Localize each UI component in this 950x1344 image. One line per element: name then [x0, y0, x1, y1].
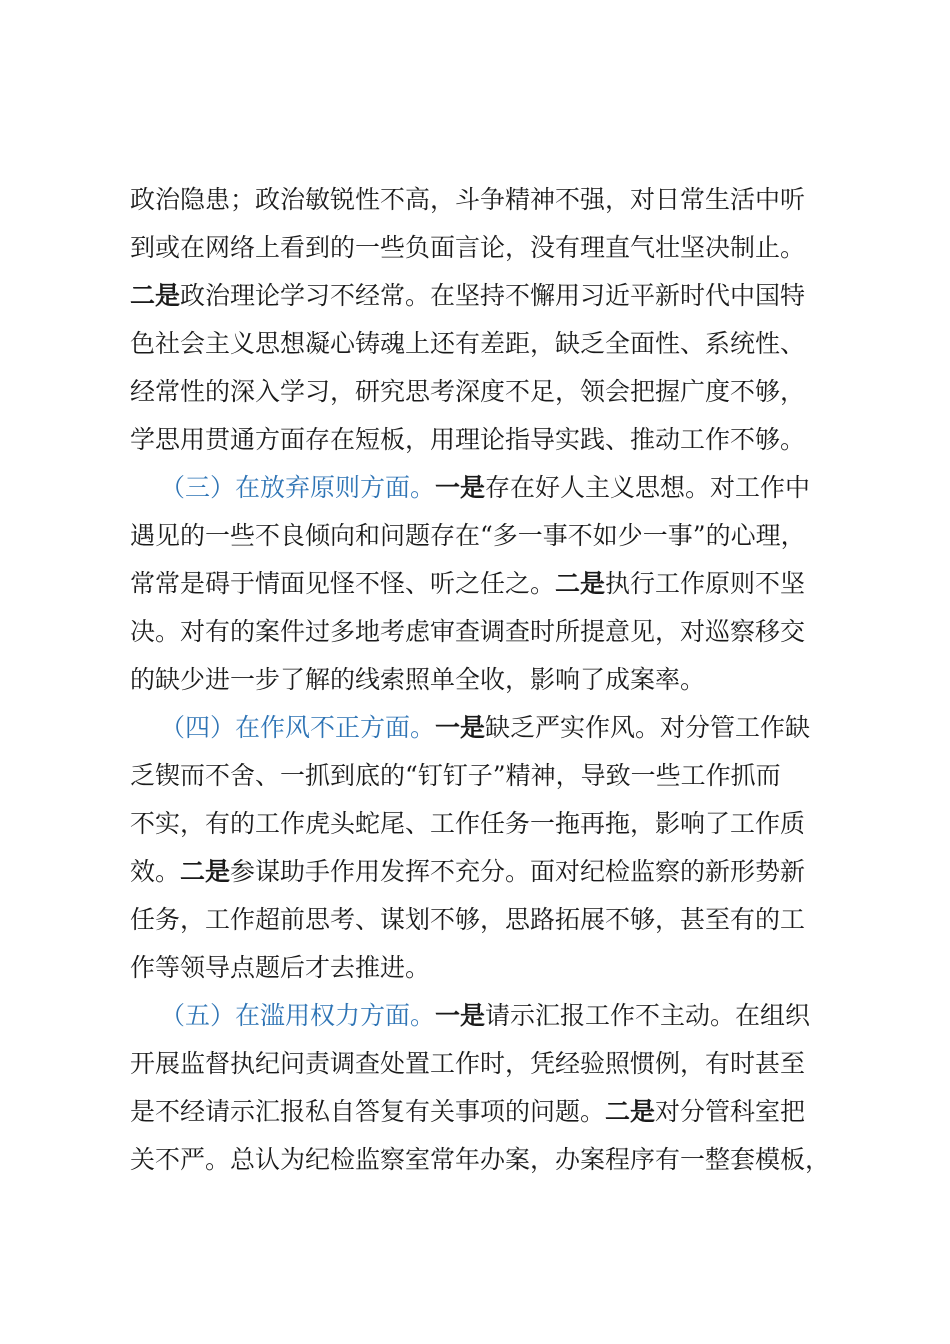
body-line: [130, 948, 430, 988]
item-marker: 一是: [435, 473, 486, 502]
line-text: 经常性的深入学习，研究思考深度不足，领会把握广度不够，: [130, 377, 806, 406]
body-line: [130, 804, 805, 844]
line-text: 参谋助手作用发挥不充分。面对纪检监察的新形势新: [230, 857, 806, 886]
line-text: 存在好人主义思想。对工作中: [485, 473, 811, 502]
line-text: 开展监督执纪问责调查处置工作时，凭经验照惯例，有时甚至: [130, 1049, 806, 1078]
item-marker: 二是: [555, 569, 606, 598]
line-text: 效。: [130, 857, 181, 886]
line-text: 的缺少进一步了解的线索照单全收，影响了成案率。: [130, 665, 706, 694]
body-line: [130, 228, 805, 268]
line-text: 关不严。总认为纪检监察室常年办案，办案程序有一整套模板，: [130, 1145, 831, 1174]
line-text: 遇见的一些不良倾向和问题存在“多一事不如少一事”的心理，: [130, 521, 806, 550]
section-heading: （四）在作风不正方面。: [160, 713, 436, 742]
line-text: 执行工作原则不坚: [605, 569, 806, 598]
line-text: 对分管科室把: [655, 1097, 806, 1126]
line-text: 请示汇报工作不主动。在组织: [485, 1001, 811, 1030]
body-line: [130, 1140, 830, 1180]
line-text: 到或在网络上看到的一些负面言论，没有理直气壮坚决制止。: [130, 233, 806, 262]
body-line: [130, 1044, 805, 1084]
section-heading-line: [160, 996, 810, 1036]
body-line: [130, 564, 805, 604]
section-heading-line: [160, 468, 810, 508]
body-line: [130, 324, 805, 364]
line-text: 是不经请示汇报私自答复有关事项的问题。: [130, 1097, 606, 1126]
line-text: 作等领导点题后才去推进。: [130, 953, 431, 982]
body-line: [130, 276, 805, 316]
section-heading: （五）在滥用权力方面。: [160, 1001, 436, 1030]
section-heading: （三）在放弃原则方面。: [160, 473, 436, 502]
item-marker: 一是: [435, 1001, 486, 1030]
item-marker: 二是: [180, 857, 231, 886]
line-text: 乏锲而不舍、一抓到底的“钉钉子”精神，导致一些工作抓而: [130, 761, 781, 790]
body-line: [130, 420, 805, 460]
line-text: 常常是碍于情面见怪不怪、听之任之。: [130, 569, 556, 598]
body-line: [130, 1092, 805, 1132]
line-text: 决。对有的案件过多地考虑审查调查时所提意见，对巡察移交: [130, 617, 806, 646]
item-marker: 二是: [605, 1097, 656, 1126]
body-line: [130, 756, 781, 796]
body-line: [130, 180, 805, 220]
item-marker: 一是: [435, 713, 486, 742]
body-line: [130, 612, 805, 652]
body-line: [130, 516, 806, 556]
body-line: [130, 372, 805, 412]
body-line: [130, 852, 805, 892]
line-text: 任务，工作超前思考、谋划不够，思路拓展不够，甚至有的工: [130, 905, 806, 934]
line-text: 色社会主义思想凝心铸魂上还有差距，缺乏全面性、系统性、: [130, 329, 806, 358]
body-line: [130, 900, 805, 940]
section-heading-line: [160, 708, 810, 748]
line-text: 学思用贯通方面存在短板，用理论指导实践、推动工作不够。: [130, 425, 806, 454]
line-text: 不实，有的工作虎头蛇尾、工作任务一拖再拖，影响了工作质: [130, 809, 806, 838]
line-text: 政治理论学习不经常。在坚持不懈用习近平新时代中国特: [180, 281, 806, 310]
body-line: [130, 660, 705, 700]
item-marker: 二是: [130, 281, 181, 310]
line-text: 缺乏严实作风。对分管工作缺: [485, 713, 811, 742]
line-text: 政治隐患；政治敏锐性不高，斗争精神不强，对日常生活中听: [130, 185, 806, 214]
